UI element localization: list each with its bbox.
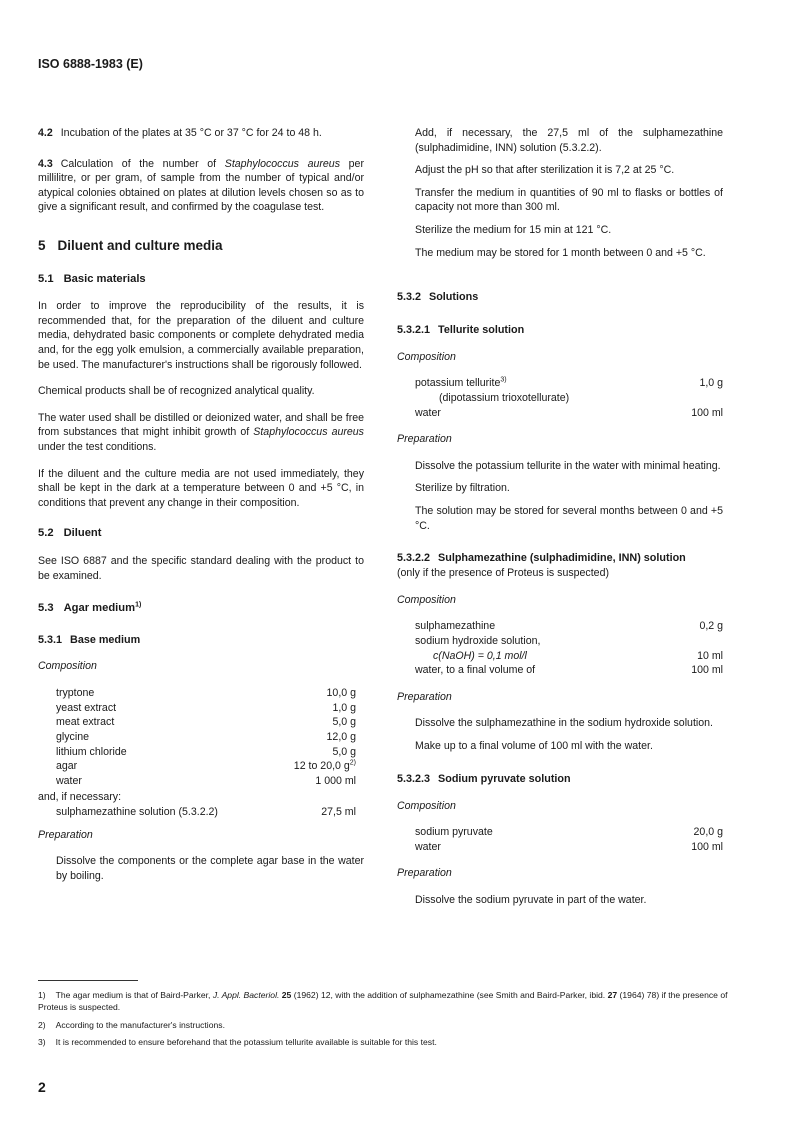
composition-label: Composition — [38, 660, 97, 673]
paragraph: The water used shall be distilled or deionized water, and shall be free from substances that might inhibit growth of Staphylococcus aureus under the test conditions. — [38, 411, 364, 453]
section-5-heading: 5 Diluent and culture media — [38, 238, 223, 254]
paragraph: See ISO 6887 and the specific standard dealing with the product to be examined. — [38, 554, 364, 582]
footnote-ref: 3) — [500, 376, 507, 384]
section-5-3-1-heading: 5.3.1 Base medium — [38, 633, 141, 646]
footnote-2: 2) According to the manufacturer's instructions. — [38, 1019, 225, 1030]
left-column — [38, 126, 364, 891]
composition-row: water 100 ml — [415, 840, 723, 853]
composition-label: Composition — [397, 350, 456, 363]
right-column-sections — [397, 290, 723, 916]
clause-number: 4.3 — [38, 157, 53, 170]
composition-row: sulphamezathine 0,2 g — [415, 620, 723, 633]
right-column — [415, 126, 723, 268]
composition-note: (dipotassium trioxotellurate) — [439, 392, 570, 404]
composition-row: lithium chloride 5,0 g — [56, 745, 356, 758]
section-5-3-2-3-heading: 5.3.2.3 Sodium pyruvate solution — [397, 772, 571, 785]
preparation-text: Make up to a final volume of 100 ml with the water. — [415, 740, 653, 753]
base-medium-composition — [38, 686, 364, 788]
composition-row: potassium tellurite$^{3)}$ 1,0 g — [415, 376, 723, 390]
composition-row: water, to a final volume of 100 ml — [415, 664, 723, 677]
footnote-1: 1) The agar medium is that of Baird-Parker, J. Appl. Bacteriol. 25 (1962) 12, with the addition of sulphamezathine (see Smith and Baird-Parker, ibid. 27 (1964) 78) if the presence of Proteus is suspected. — [38, 990, 728, 1013]
composition-row: tryptone 10,0 g — [56, 687, 356, 700]
composition-row: glycine 12,0 g — [56, 730, 356, 743]
section-5-3-2-1-heading: 5.3.2.1 Tellurite solution — [397, 323, 525, 336]
composition-row: water 1 000 ml — [56, 774, 356, 787]
paragraph: The medium may be stored for 1 month between 0 and +5 °C. — [415, 246, 706, 259]
organism-name: Staphylococcus aureus — [224, 157, 340, 170]
preparation-label: Preparation — [38, 828, 93, 841]
paragraph: Add, if necessary, the 27,5 ml of the sulphamezathine (sulphadimidine, INN) solution (5.3.2.2). — [415, 127, 723, 154]
preparation-text: Dissolve the components or the complete agar base in the water by boiling. — [56, 855, 364, 882]
paragraph: In order to improve the reproducibility of the results, it is recommended that, for the preparation of the diluent and culture media, dehydrated basic components or complete dehydrated media and, for the egg yolk emulsion, a commercially available preparation, be used. The manufacturer's instructions shall be rigorously followed. — [38, 300, 364, 371]
composition-row: sulphamezathine solution (5.3.2.2) 27,5 ml — [56, 805, 356, 818]
composition-row: water 100 ml — [415, 406, 723, 419]
preparation-label: Preparation — [397, 690, 452, 703]
preparation-text: Dissolve the sulphamezathine in the sodium hydroxide solution. — [415, 717, 713, 730]
clause-text: Incubation of the plates at 35 °C or 37 °C for 24 to 48 h. — [60, 127, 322, 139]
composition-row: meat extract 5,0 g — [56, 716, 356, 729]
section-5-3-2-heading: 5.3.2 Solutions — [397, 291, 479, 303]
preparation-text: Sterilize by filtration. — [415, 482, 510, 495]
section-note: (only if the presence of Proteus is suspected) — [397, 567, 609, 580]
composition-row: sodium hydroxide solution, — [415, 634, 541, 647]
paragraph: Transfer the medium in quantities of 90 ml to flasks or bottles of capacity not more than 300 ml. — [415, 186, 723, 214]
page-number: 2 — [38, 1079, 46, 1095]
footnote-3: 3) It is recommended to ensure beforehand that the potassium tellurite available is suitable for this test. — [38, 1037, 437, 1048]
footnote-ref: 2) — [349, 759, 356, 767]
preparation-label: Preparation — [397, 433, 452, 446]
footnote-ref: 1) — [135, 601, 142, 609]
paragraph: Sterilize the medium for 15 min at 121 °C. — [415, 224, 612, 237]
sulphamezathine-composition — [397, 619, 723, 677]
document-header: ISO 6888-1983 (E) — [38, 57, 143, 71]
pyruvate-composition — [397, 825, 723, 854]
composition-label: Composition — [397, 799, 456, 812]
paragraph: Chemical products shall be of recognized analytical quality. — [38, 385, 315, 398]
composition-label: Composition — [397, 593, 456, 606]
optional-label: and, if necessary: — [38, 791, 122, 804]
clause-4-2 — [38, 126, 364, 141]
paragraph: If the diluent and the culture media are not used immediately, they shall be kept in the dark at a temperature between 0 and +5 °C, in conditions that prevent any change in their composition. — [38, 467, 364, 509]
footnote-rule — [38, 980, 138, 981]
tellurite-composition — [397, 376, 723, 420]
clause-4-3: 4.3 Calculation of the number of Staphylococcus aureus per millilitre, or per gram, of sample from the number of typical and/or atypical colonies obtained on plates at dilution levels chosen so as to give a significant result, and confirmed by the coagulase test. — [38, 157, 364, 214]
preparation-label: Preparation — [397, 867, 452, 880]
composition-row: agar 12 to 20,0 $g^{2)}$ — [56, 759, 356, 773]
preparation-text: Dissolve the sodium pyruvate in part of the water. — [415, 893, 647, 906]
composition-row: c(NaOH) = 0,1 mol/l 10 ml — [433, 649, 723, 662]
composition-row: yeast extract 1,0 g — [56, 701, 356, 714]
clause-number: 4.2 — [38, 127, 53, 139]
preparation-text: Dissolve the potassium tellurite in the water with minimal heating. — [415, 459, 721, 472]
organism-name: Staphylococcus aureus — [253, 426, 364, 439]
composition-row: sodium pyruvate 20,0 g — [415, 826, 723, 839]
section-5-2-heading: 5.2 Diluent — [38, 527, 102, 540]
paragraph: Adjust the pH so that after sterilization it is 7,2 at 25 °C. — [415, 164, 675, 177]
section-5-3-2-2-heading: 5.3.2.2 Sulphamezathine (sulphadimidine, INN) solution — [397, 552, 686, 565]
footnotes — [38, 989, 728, 1054]
preparation-text: The solution may be stored for several months between 0 and +5 °C. — [415, 505, 723, 532]
section-5-1-heading: 5.1 Basic materials — [38, 272, 146, 285]
section-5-3-heading: 5.3 Agar medium$^{1)}$ — [38, 601, 142, 615]
